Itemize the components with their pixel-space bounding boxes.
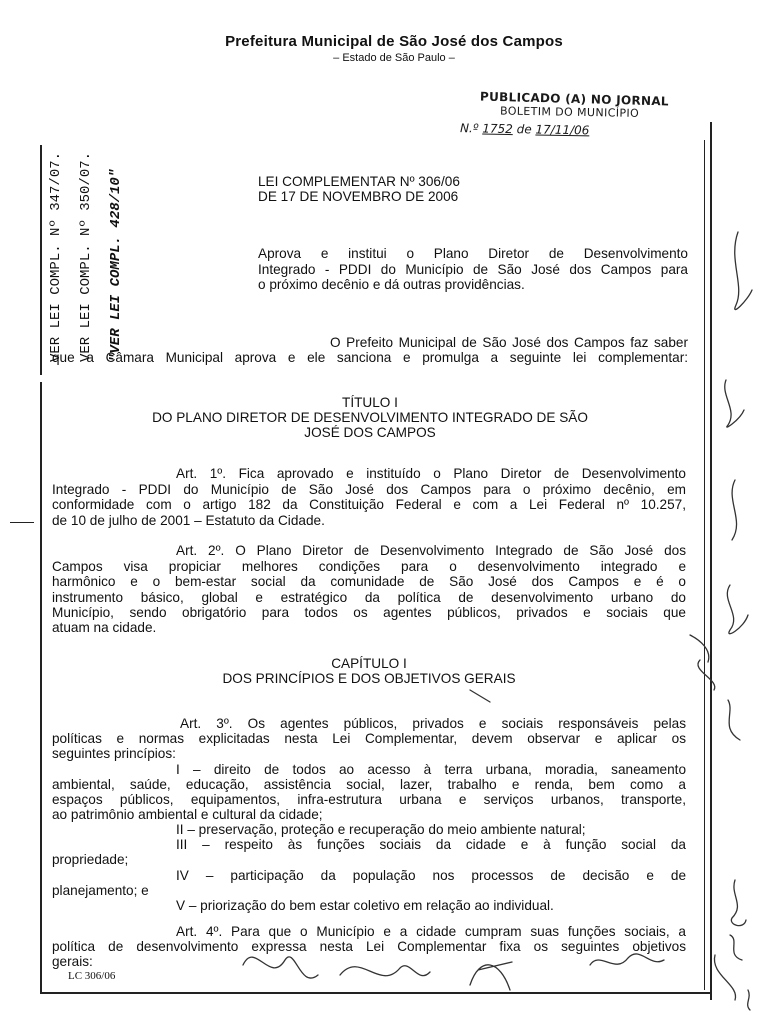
art3-item-iv-2: planejamento; e — [52, 883, 149, 898]
art1-line-4: de 10 de julho de 2001 – Estatuto da Cidade. — [52, 513, 325, 528]
side-note-347: VER LEI COMPL. Nº 347/07. — [48, 151, 64, 362]
art3-item-i-2: ambiental, saúde, educação, assistência social, lazer, trabalho e renda, bem como a — [52, 777, 686, 792]
footer-code: LC 306/06 — [68, 970, 116, 982]
art3-item-v: V – priorização do bem estar coletivo em relação ao individual. — [176, 898, 554, 913]
art2-line-3: harmônico e o bem-estar social da comunidade de São José dos Campos e é o — [52, 574, 686, 589]
capitulo-label: CAPÍTULO I — [331, 656, 407, 671]
ementa-line-2: Integrado - PDDI do Município de São José dos Campos para — [258, 262, 688, 277]
art1-line-3: conformidade com o artigo 182 da Constituição Federal e com a Lei Federal nº 10.257, — [52, 497, 686, 512]
art3-item-i-4: ao patrimônio ambiental e cultural da cidade; — [52, 807, 323, 822]
art2-line-6: atuam na cidade. — [52, 620, 157, 635]
art3-line-2: políticas e normas explicitadas nesta Lei Complementar, devem observar e aplicar os — [52, 731, 686, 746]
stamp-de: de — [516, 122, 532, 137]
titulo-label: TÍTULO I — [342, 395, 398, 410]
ementa-line-1: Aprova e institui o Plano Diretor de Desenvolvimento — [258, 246, 688, 261]
bottom-border — [40, 992, 712, 994]
art3-item-iv-1: IV – participação da população nos processos de decisão e de — [176, 868, 686, 883]
stamp-line-1: PUBLICADO (A) NO JORNAL — [479, 89, 670, 109]
art1-line-1: Art. 1º. Fica aprovado e instituído o Plano Diretor de Desenvolvimento — [176, 466, 686, 481]
stamp-date: 17/11/06 — [535, 122, 590, 138]
art4-line-1: Art. 4º. Para que o Município e a cidade cumpram suas funções sociais, a — [176, 924, 686, 939]
right-border-inner — [704, 140, 705, 990]
left-border-main — [40, 382, 42, 992]
municipality-title: Prefeitura Municipal de São José dos Campos — [225, 33, 563, 50]
law-title-number: LEI COMPLEMENTAR Nº 306/06 — [258, 174, 460, 189]
right-border-outer — [710, 122, 712, 1000]
left-border-top — [40, 145, 42, 375]
art3-item-i-1: I – direito de todos ao acesso à terra urbana, moradia, saneamento — [176, 762, 686, 777]
art3-line-1: Art. 3º. Os agentes públicos, privados e sociais responsáveis pelas — [180, 716, 686, 731]
law-title-date: DE 17 DE NOVEMBRO DE 2006 — [258, 189, 459, 204]
art3-item-iii-1: III – respeito às funções sociais da cidade e à função social da — [176, 837, 686, 852]
art2-line-4: instrumento básico, global e estratégico da política de desenvolvimento urbano do — [52, 590, 686, 605]
art2-line-2: Campos visa propiciar melhores condições para o desenvolvimento integrado e — [52, 559, 686, 574]
art3-item-iii-2: propriedade; — [52, 852, 129, 867]
art2-line-5: Município, sendo obrigatório para todos os agentes públicos, privados e sociais que — [52, 605, 686, 620]
preamble-line-1: O Prefeito Municipal de São José dos Campos faz saber — [330, 335, 688, 350]
margin-dash — [10, 522, 34, 523]
state-subtitle: – Estado de São Paulo – — [333, 52, 455, 64]
stamp-line-2: BOLETIM DO MUNICÍPIO — [499, 104, 640, 120]
capitulo-name: DOS PRINCÍPIOS E DOS OBJETIVOS GERAIS — [222, 671, 516, 686]
art4-line-2: política de desenvolvimento expressa nesta Lei Complementar fixa os seguintes objetivos — [52, 939, 686, 954]
stamp-number: 1752 — [482, 121, 513, 137]
art2-line-1: Art. 2º. O Plano Diretor de Desenvolvimento Integrado de São José dos — [176, 543, 686, 558]
art3-item-i-3: espaços públicos, equipamentos, infra-estrutura urbana e serviços urbanos, transporte, — [52, 792, 686, 807]
stamp-number-prefix: N.º — [459, 121, 479, 136]
side-note-428: "VER LEI COMPL. 428/10" — [108, 168, 124, 362]
ementa-line-3: o próximo decênio e dá outras providências. — [258, 277, 525, 292]
titulo-name-2: JOSÉ DOS CAMPOS — [304, 425, 436, 440]
art3-line-3: seguintes princípios: — [52, 746, 176, 761]
titulo-name-1: DO PLANO DIRETOR DE DESENVOLVIMENTO INTEGRADO DE SÃO — [152, 410, 588, 425]
art3-item-ii: II – preservação, proteção e recuperação do meio ambiente natural; — [176, 822, 586, 837]
side-note-350: VER LEI COMPL. Nº 350/07. — [78, 151, 94, 362]
publication-stamp — [459, 89, 672, 138]
art1-line-2: Integrado - PDDI do Município de São José dos Campos para o próximo decênio, em — [52, 482, 686, 497]
stamp-line-3 — [460, 121, 672, 139]
art4-line-3: gerais: — [52, 954, 93, 969]
preamble-line-2: que a Câmara Municipal aprova e ele sanciona e promulga a seguinte lei complementar: — [52, 350, 688, 365]
